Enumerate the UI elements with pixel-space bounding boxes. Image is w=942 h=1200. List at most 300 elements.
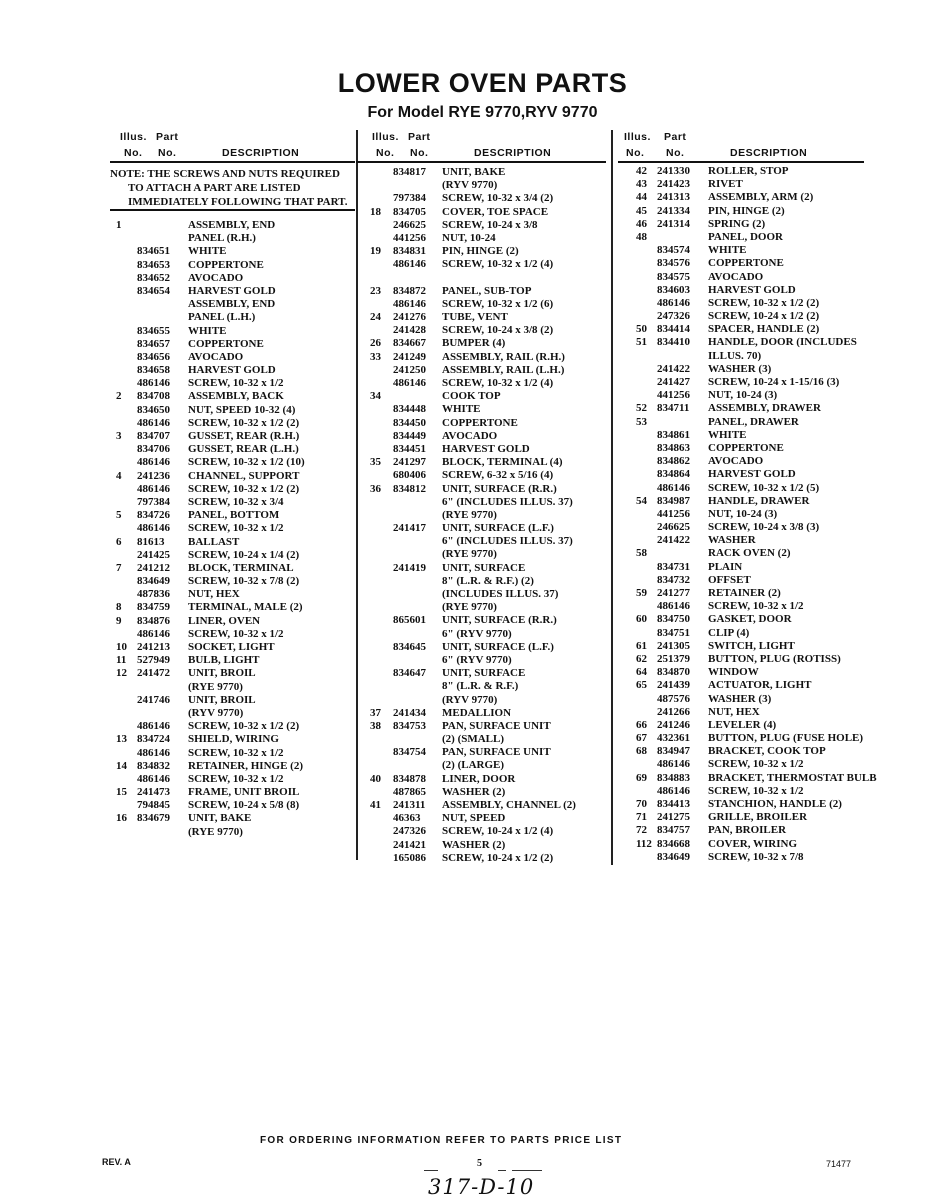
part-number: 834872 — [393, 284, 426, 297]
part-description: PIN, HINGE (2) — [708, 204, 785, 217]
part-number: 241473 — [137, 786, 170, 799]
illus-number: 7 — [116, 561, 122, 574]
part-number: 241434 — [393, 706, 426, 719]
part-description: ASSEMBLY, DRAWER — [708, 402, 821, 415]
illus-number: 35 — [370, 456, 381, 469]
part-number: 834652 — [137, 271, 170, 284]
illus-number: 66 — [636, 718, 647, 731]
part-description: FRAME, UNIT BROIL — [188, 786, 300, 799]
part-description: SCREW, 10-32 x 1/2 (5) — [708, 481, 820, 494]
part-number: 486146 — [393, 377, 426, 389]
part-description: PANEL, DRAWER — [708, 415, 799, 428]
part-number: 486146 — [137, 772, 170, 785]
part-number: 441256 — [393, 231, 426, 244]
part-description: UNIT, SURFACE (R.R.) — [442, 614, 557, 627]
part-number: 834647 — [393, 667, 426, 680]
part-number: 834832 — [137, 759, 170, 772]
illus-number: 4 — [116, 469, 122, 482]
part-description: BRACKET, THERMOSTAT BULB — [708, 771, 877, 784]
part-number: 865601 — [393, 614, 426, 627]
part-number: 834861 — [657, 428, 690, 441]
header-part: Part — [156, 131, 179, 143]
part-description: HARVEST GOLD — [708, 468, 796, 481]
part-description: BRACKET, COOK TOP — [708, 745, 826, 758]
part-description: HARVEST GOLD — [188, 364, 276, 377]
illus-number: 54 — [636, 494, 647, 507]
illus-number: 23 — [370, 284, 381, 297]
part-description: AVOCADO — [188, 271, 244, 284]
part-description: SHIELD, WIRING — [188, 733, 279, 746]
part-description: UNIT, SURFACE — [442, 561, 526, 574]
illus-number: 8 — [116, 601, 122, 614]
header-part: Part — [408, 131, 431, 143]
part-number: 834657 — [137, 337, 170, 350]
part-number: 486146 — [657, 296, 690, 309]
illus-number: 16 — [116, 812, 127, 825]
part-description: WHITE — [188, 245, 227, 258]
part-description: SCREW, 10-32 x 1/2 — [188, 522, 284, 535]
part-number: 486146 — [657, 784, 690, 797]
part-description: NUT, HEX — [188, 588, 240, 601]
part-description: (RYV 9770) — [442, 179, 498, 192]
part-description: CHANNEL, SUPPORT — [188, 469, 300, 482]
part-number: 834450 — [393, 416, 426, 429]
illus-number: 65 — [636, 679, 647, 692]
part-description: SCREW, 10-24 x 1/2 (4) — [442, 825, 554, 838]
part-description: ACTUATOR, LIGHT — [708, 679, 812, 692]
part-description: SCREW, 10-32 x 1/2 (4) — [442, 377, 554, 389]
part-description: 8" (L.R. & R.F.) — [442, 680, 519, 693]
part-number: 487576 — [657, 692, 690, 705]
part-description: SCREW, 10-24 x 1/4 (2) — [188, 548, 300, 561]
part-number: 241305 — [657, 639, 690, 652]
part-description: 6" (RYV 9770) — [442, 653, 512, 666]
part-description: BUTTON, PLUG (FUSE HOLE) — [708, 732, 864, 745]
part-description: WASHER (2) — [442, 785, 506, 798]
part-description: PANEL, BOTTOM — [188, 509, 280, 522]
part-number: 834731 — [657, 560, 690, 573]
part-description: ASSEMBLY, BACK — [188, 390, 284, 403]
part-description: HARVEST GOLD — [708, 283, 796, 296]
part-description: SCREW, 10-32 x 7/8 — [708, 850, 804, 863]
part-number: 486146 — [137, 377, 170, 390]
part-description: GUSSET, REAR (L.H.) — [188, 443, 299, 456]
illus-number: 36 — [370, 482, 381, 495]
page-dash — [424, 1170, 438, 1171]
part-description: SCREW, 10-32 x 3/4 — [188, 495, 284, 508]
header-description: DESCRIPTION — [730, 147, 808, 159]
part-description: SCREW, 10-32 x 1/2 (2) — [188, 482, 300, 495]
part-number: 241425 — [137, 548, 170, 561]
illus-number: 15 — [116, 786, 127, 799]
header-rule — [618, 161, 864, 163]
part-number: 486146 — [137, 746, 170, 759]
part-description: LINER, OVEN — [188, 614, 261, 627]
header-illus-no: No. — [626, 147, 645, 159]
illus-number: 5 — [116, 509, 122, 522]
part-description: MEDALLION — [442, 706, 512, 719]
part-number: 834878 — [393, 772, 426, 785]
part-number: 241334 — [657, 204, 690, 217]
note-rule — [110, 209, 355, 211]
part-number: 241472 — [137, 667, 170, 680]
part-description: BUMPER (4) — [442, 337, 506, 350]
part-description: SCREW, 10-24 x 5/8 (8) — [188, 799, 300, 812]
part-description: CLIP (4) — [708, 626, 750, 639]
part-description: HARVEST GOLD — [188, 284, 276, 297]
illus-number: 34 — [370, 390, 381, 403]
part-description: COPPERTONE — [188, 337, 264, 350]
part-number: 241313 — [657, 191, 690, 204]
header-description: DESCRIPTION — [222, 147, 300, 159]
illus-number: 11 — [116, 654, 127, 667]
part-description: PLAIN — [708, 560, 743, 573]
part-description: WASHER (2) — [442, 838, 506, 851]
part-number: 241250 — [393, 363, 426, 376]
illus-number: 14 — [116, 759, 127, 772]
part-number: 241277 — [657, 587, 690, 599]
illus-number: 60 — [636, 613, 647, 626]
part-description: AVOCADO — [442, 429, 498, 442]
part-description: NUT, SPEED 10-32 (4) — [188, 403, 296, 416]
illus-number: 48 — [636, 230, 647, 243]
part-number: 834668 — [657, 837, 690, 850]
part-number: 680406 — [393, 469, 426, 482]
part-number: 834653 — [137, 258, 170, 271]
part-description: SCREW, 10-32 x 1/2 (2) — [708, 296, 820, 309]
note-line: TO ATTACH A PART ARE LISTED — [128, 182, 301, 194]
part-number: 241249 — [393, 350, 426, 363]
part-description: (RYE 9770) — [442, 548, 497, 561]
part-description: BALLAST — [188, 535, 240, 548]
illus-number: 61 — [636, 639, 647, 652]
illus-number: 40 — [370, 772, 381, 785]
part-description: (2) (LARGE) — [442, 759, 505, 772]
header-part-no: No. — [410, 147, 429, 159]
part-number: 486146 — [393, 258, 426, 271]
part-description: ASSEMBLY, RAIL (R.H.) — [442, 350, 565, 363]
part-description: SCREW, 10-32 x 1/2 (4) — [442, 258, 554, 271]
revision: REV. A — [102, 1157, 131, 1167]
part-description: BLOCK, TERMINAL (4) — [442, 456, 563, 469]
illus-number: 43 — [636, 178, 647, 191]
part-number: 834448 — [393, 403, 426, 416]
part-description: RETAINER, HINGE (2) — [188, 759, 304, 772]
illus-number: 69 — [636, 771, 647, 784]
part-number: 486146 — [137, 522, 170, 535]
page-dash — [512, 1170, 542, 1171]
part-number: 165086 — [393, 851, 426, 864]
illus-number: 24 — [370, 311, 381, 324]
part-number: 834655 — [137, 324, 170, 337]
part-description: HARVEST GOLD — [442, 442, 530, 455]
part-number: 486146 — [137, 720, 170, 733]
illus-number: 1 — [116, 219, 122, 231]
illus-number: 9 — [116, 614, 122, 627]
part-description: ASSEMBLY, END — [188, 219, 276, 231]
illus-number: 53 — [636, 415, 647, 428]
part-description: NUT, 10-24 — [442, 231, 496, 244]
part-description: SCREW, 10-24 x 3/8 (3) — [708, 521, 820, 534]
part-description: SCREW, 10-32 x 1/2 (6) — [442, 297, 554, 310]
part-number: 251379 — [657, 652, 690, 665]
header-illus: Illus. — [120, 131, 147, 143]
part-number: 486146 — [393, 297, 426, 310]
part-description: HANDLE, DRAWER — [708, 494, 810, 507]
part-description: BLOCK, TERMINAL — [188, 561, 294, 574]
part-number: 834724 — [137, 733, 170, 746]
illus-number: 45 — [636, 204, 647, 217]
part-number: 794845 — [137, 799, 170, 812]
part-description: UNIT, BROIL — [188, 693, 256, 706]
illus-number: 112 — [636, 837, 652, 850]
illus-number: 6 — [116, 535, 122, 548]
part-description: COOK TOP — [442, 390, 501, 403]
part-number: 241275 — [657, 811, 690, 824]
part-description: WHITE — [442, 403, 481, 416]
part-description: SCREW, 10-32 x 1/2 — [708, 758, 804, 771]
part-number: 834750 — [657, 613, 690, 626]
part-number: 247326 — [657, 310, 690, 323]
part-description: NUT, SPEED — [442, 812, 506, 825]
part-description: COPPERTONE — [188, 258, 264, 271]
part-description: BUTTON, PLUG (ROTISS) — [708, 652, 841, 665]
part-description: SCREW, 10-32 x 1/2 — [188, 627, 284, 640]
part-number: 834862 — [657, 455, 690, 468]
part-description: RACK OVEN (2) — [708, 547, 791, 560]
part-number: 487865 — [393, 785, 426, 798]
part-description: SCREW, 10-32 x 1/2 — [188, 377, 284, 390]
part-description: NUT, HEX — [708, 705, 760, 718]
document-code: 71477 — [826, 1159, 852, 1169]
part-description: SCREW, 10-32 x 1/2 (2) — [188, 416, 300, 429]
part-number: 834757 — [657, 824, 690, 837]
part-number: 834732 — [657, 573, 690, 586]
part-number: 486146 — [137, 627, 170, 640]
part-description: LEVELER (4) — [708, 718, 777, 731]
illus-number: 26 — [370, 337, 381, 350]
part-description: UNIT, SURFACE — [442, 667, 526, 680]
part-number: 486146 — [657, 600, 690, 613]
part-description: (RYE 9770) — [442, 508, 497, 521]
part-number: 834449 — [393, 429, 426, 442]
illus-number: 67 — [636, 732, 647, 745]
part-description: BULB, LIGHT — [188, 654, 260, 667]
part-number: 241422 — [657, 362, 690, 375]
part-number: 246625 — [657, 521, 690, 534]
part-number: 834759 — [137, 601, 170, 614]
part-description: 6" (INCLUDES ILLUS. 37) — [442, 495, 573, 508]
part-number: 241213 — [137, 641, 170, 653]
part-description: GRILLE, BROILER — [708, 811, 808, 824]
part-number: 441256 — [657, 507, 690, 520]
part-number: 834711 — [657, 402, 690, 415]
part-description: (2) (SMALL) — [442, 733, 505, 746]
part-description: SOCKET, LIGHT — [188, 641, 275, 653]
header-illus: Illus. — [624, 131, 651, 143]
header-illus: Illus. — [372, 131, 399, 143]
part-description: 6" (RYV 9770) — [442, 627, 512, 640]
illus-number: 72 — [636, 824, 647, 837]
part-description: WHITE — [708, 244, 747, 257]
header-part: Part — [664, 131, 687, 143]
part-number: 241746 — [137, 693, 170, 706]
part-number: 834603 — [657, 283, 690, 296]
screws-note — [110, 167, 360, 209]
part-number: 241212 — [137, 561, 170, 574]
note-line: NOTE: THE SCREWS AND NUTS REQUIRED — [110, 168, 340, 180]
part-description: NUT, 10-24 (3) — [708, 389, 778, 402]
illus-number: 2 — [116, 390, 122, 403]
part-number: 834576 — [657, 257, 690, 270]
part-description: UNIT, BAKE — [442, 166, 506, 178]
part-number: 241417 — [393, 522, 426, 535]
header-part-no: No. — [158, 147, 177, 159]
part-description: ROLLER, STOP — [708, 165, 789, 177]
part-number: 441256 — [657, 389, 690, 402]
part-description: SWITCH, LIGHT — [708, 639, 795, 652]
part-description: COPPERTONE — [708, 441, 784, 454]
part-description: SCREW, 6-32 x 5/16 (4) — [442, 469, 554, 482]
part-description: SCREW, 10-24 x 1/2 (2) — [708, 310, 820, 323]
part-number: 834947 — [657, 745, 690, 758]
part-number: 834414 — [657, 323, 690, 336]
illus-number: 12 — [116, 667, 127, 680]
part-description: ASSEMBLY, CHANNEL (2) — [442, 799, 576, 811]
part-number: 81613 — [137, 535, 165, 548]
part-description: UNIT, BAKE — [188, 812, 252, 825]
part-description: SPRING (2) — [708, 217, 766, 230]
part-description: (INCLUDES ILLUS. 37) — [442, 588, 559, 600]
part-number: 241421 — [393, 838, 426, 851]
illus-number: 44 — [636, 191, 647, 204]
part-description: COVER, TOE SPACE — [442, 205, 549, 218]
part-description: (RYE 9770) — [442, 601, 497, 614]
part-description: UNIT, BROIL — [188, 667, 256, 680]
column-divider — [356, 130, 358, 860]
part-description: ASSEMBLY, END — [188, 298, 276, 311]
illus-number: 52 — [636, 402, 647, 415]
part-description: LINER, DOOR — [442, 772, 516, 785]
part-description: NUT, 10-24 (3) — [708, 507, 778, 520]
header-part-no: No. — [666, 147, 685, 159]
part-number: 241330 — [657, 165, 690, 177]
part-number: 834706 — [137, 443, 170, 456]
part-number: 241428 — [393, 324, 426, 337]
part-number: 834708 — [137, 390, 170, 403]
part-number: 241423 — [657, 178, 690, 191]
part-description: PANEL, DOOR — [708, 230, 783, 243]
part-number: 834649 — [657, 850, 690, 863]
ordering-info: FOR ORDERING INFORMATION REFER TO PARTS PRICE LIST — [260, 1135, 623, 1146]
part-number: 834863 — [657, 441, 690, 454]
part-description: SCREW, 10-24 x 3/8 (2) — [442, 324, 554, 337]
part-description: SCREW, 10-24 x 3/8 — [442, 218, 538, 231]
illus-number: 64 — [636, 666, 647, 679]
model-subtitle: For Model RYE 9770,RYV 9770 — [367, 104, 598, 121]
illus-number: 41 — [370, 799, 381, 811]
part-number: 834864 — [657, 468, 690, 481]
part-description: (RYV 9770) — [188, 706, 244, 719]
part-number: 834645 — [393, 640, 426, 653]
part-description: SCREW, 10-32 x 1/2 — [708, 600, 804, 613]
part-description: COVER, WIRING — [708, 837, 798, 850]
part-description: SCREW, 10-32 x 1/2 — [188, 746, 284, 759]
illus-number: 37 — [370, 706, 381, 719]
part-description: PAN, BROILER — [708, 824, 787, 837]
part-number: 797384 — [393, 192, 426, 205]
part-number: 834654 — [137, 284, 170, 297]
part-description: SCREW, 10-24 x 1/2 (2) — [442, 851, 554, 864]
part-description: OFFSET — [708, 573, 751, 586]
part-number: 241236 — [137, 469, 170, 482]
part-description: AVOCADO — [188, 350, 244, 363]
part-number: 241427 — [657, 376, 690, 388]
illus-number: 33 — [370, 350, 381, 363]
illus-number: 3 — [116, 430, 122, 442]
part-number: 241419 — [393, 561, 426, 574]
part-number: 46363 — [393, 812, 421, 825]
illus-number: 19 — [370, 245, 381, 258]
illus-number: 59 — [636, 587, 647, 599]
part-description: COPPERTONE — [708, 257, 784, 270]
part-number: 834707 — [137, 430, 170, 442]
part-description: TUBE, VENT — [442, 311, 508, 324]
part-description: STANCHION, HANDLE (2) — [708, 798, 842, 810]
part-number: 834987 — [657, 494, 690, 507]
part-number: 247326 — [393, 825, 426, 838]
note-line: IMMEDIATELY FOLLOWING THAT PART. — [128, 196, 348, 208]
illus-number: 38 — [370, 719, 381, 732]
header-description: DESCRIPTION — [474, 147, 552, 159]
part-description: SCREW, 10-32 x 3/4 (2) — [442, 192, 554, 205]
part-description: WASHER (3) — [708, 362, 772, 375]
part-description: PANEL (R.H.) — [188, 232, 256, 245]
part-number: 834575 — [657, 270, 690, 283]
part-description: HANDLE, DOOR (INCLUDES — [708, 336, 857, 349]
part-number: 246625 — [393, 218, 426, 231]
part-number: 834831 — [393, 245, 426, 258]
part-number: 834413 — [657, 798, 690, 810]
part-description: AVOCADO — [708, 455, 764, 468]
part-description: PANEL, SUB-TOP — [442, 284, 532, 297]
part-description: UNIT, SURFACE (R.R.) — [442, 482, 557, 495]
part-number: 527949 — [137, 654, 170, 667]
part-description: 6" (INCLUDES ILLUS. 37) — [442, 535, 573, 548]
page-dash — [498, 1170, 506, 1171]
part-description: RIVET — [708, 178, 743, 191]
part-number: 834656 — [137, 350, 170, 363]
part-description: PANEL (L.H.) — [188, 311, 256, 324]
illus-number: 58 — [636, 547, 647, 560]
part-number: 834751 — [657, 626, 690, 639]
part-number: 834667 — [393, 337, 426, 350]
part-number: 834726 — [137, 509, 170, 522]
part-number: 241297 — [393, 456, 426, 469]
part-description: ASSEMBLY, RAIL (L.H.) — [442, 363, 565, 376]
part-number: 486146 — [657, 481, 690, 494]
part-number: 241314 — [657, 217, 690, 230]
part-number: 834753 — [393, 719, 426, 732]
page-title: LOWER OVEN PARTS — [337, 68, 628, 98]
illus-number: 70 — [636, 798, 647, 810]
header-rule — [356, 161, 606, 163]
part-description: SCREW, 10-32 x 1/2 — [188, 772, 284, 785]
part-number: 486146 — [137, 456, 170, 469]
column-divider — [611, 130, 613, 865]
illus-number: 71 — [636, 811, 647, 824]
part-number: 834679 — [137, 812, 170, 825]
